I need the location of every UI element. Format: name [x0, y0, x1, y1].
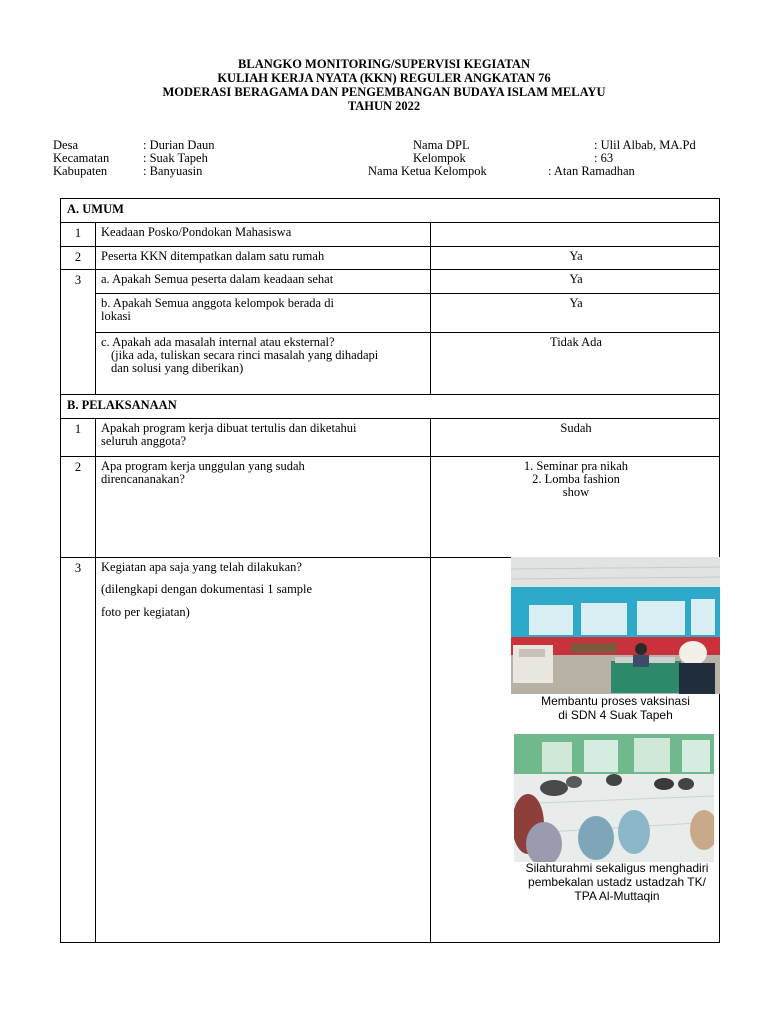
pelaksanaan-row-2-answer-line-1: 1. Seminar pra nikah: [523, 459, 629, 473]
umum-row-3c-answer: Tidak Ada: [550, 335, 602, 349]
kecamatan-value: : Suak Tapeh: [143, 151, 208, 165]
umum-row-3b-answer: Ya: [569, 296, 583, 310]
pelaksanaan-row-3-question-line-2: (dilengkapi dengan dokumentasi 1 sample: [101, 582, 313, 596]
umum-row-2-question: Peserta KKN ditempatkan dalam satu rumah: [101, 249, 325, 263]
desa-label: Desa: [53, 138, 78, 152]
desa-value: : Durian Daun: [143, 138, 215, 152]
umum-row-3-number: 3: [74, 273, 82, 287]
title-line-3: MODERASI BERAGAMA DAN PENGEMBANGAN BUDAYA ISLAM MELAYU: [162, 85, 606, 99]
pelaksanaan-row-2-question-line-1: Apa program kerja unggulan yang sudah: [101, 459, 305, 473]
gathering-photo: [514, 734, 714, 862]
pelaksanaan-row-1-number: 1: [74, 422, 82, 436]
umum-row-3c-question-line-2: (jika ada, tuliskan secara rinci masalah yang dihadapi: [111, 348, 379, 362]
title-line-4: TAHUN 2022: [347, 99, 421, 113]
pelaksanaan-row-1-question-line-1: Apakah program kerja dibuat tertulis dan diketahui: [101, 421, 357, 435]
ketua-label: Nama Ketua Kelompok: [368, 164, 487, 178]
umum-row-2-answer: Ya: [569, 249, 583, 263]
umum-row-3c-question-line-3: dan solusi yang diberikan): [111, 361, 244, 375]
gathering-caption-line-1: Silahturahmi sekaligus menghadiri: [525, 861, 709, 875]
umum-row-2-number: 2: [74, 250, 82, 264]
pelaksanaan-row-3-question-line-3: foto per kegiatan): [101, 605, 190, 619]
umum-row-3c-question-line-1: c. Apakah ada masalah internal atau eksternal?: [101, 335, 335, 349]
kabupaten-value: : Banyuasin: [143, 164, 203, 178]
pelaksanaan-row-2-question-line-2: direncananakan?: [101, 472, 185, 486]
umum-row-1-question: Keadaan Posko/Pondokan Mahasiswa: [101, 225, 292, 239]
pelaksanaan-row-3-question-line-1: Kegiatan apa saja yang telah dilakukan?: [101, 560, 302, 574]
section-pelaksanaan-heading: B. PELAKSANAAN: [67, 398, 177, 412]
pelaksanaan-row-1-answer: Sudah: [560, 421, 592, 435]
vaccination-photo: [511, 557, 720, 694]
dpl-value: : Ulil Albab, MA.Pd: [594, 138, 696, 152]
gathering-caption-line-3: TPA Al-Muttaqin: [574, 889, 660, 903]
dpl-label: Nama DPL: [413, 138, 470, 152]
section-umum-heading: A. UMUM: [67, 202, 124, 216]
umum-row-3a-question: a. Apakah Semua peserta dalam keadaan sehat: [101, 272, 334, 286]
pelaksanaan-row-1-question-line-2: seluruh anggota?: [101, 434, 187, 448]
title-line-2: KULIAH KERJA NYATA (KKN) REGULER ANGKATAN 76: [217, 71, 551, 85]
pelaksanaan-row-2-answer-line-2: 2. Lomba fashion: [532, 472, 620, 486]
vaccination-caption-line-1: Membantu proses vaksinasi: [541, 694, 690, 708]
vaccination-caption-line-2: di SDN 4 Suak Tapeh: [558, 708, 673, 722]
kelompok-value: : 63: [594, 151, 614, 165]
pelaksanaan-row-2-answer-line-3: show: [562, 485, 590, 499]
pelaksanaan-row-3-number: 3: [74, 561, 82, 575]
kecamatan-label: Kecamatan: [53, 151, 110, 165]
umum-row-3a-answer: Ya: [569, 272, 583, 286]
title-line-1: BLANGKO MONITORING/SUPERVISI KEGIATAN: [238, 57, 530, 71]
kabupaten-label: Kabupaten: [53, 164, 108, 178]
pelaksanaan-row-2-number: 2: [74, 460, 82, 474]
umum-row-3b-question-line-1: b. Apakah Semua anggota kelompok berada di: [101, 296, 334, 310]
gathering-caption-line-2: pembekalan ustadz ustadzah TK/: [528, 875, 706, 889]
ketua-value: : Atan Ramadhan: [548, 164, 635, 178]
umum-row-1-number: 1: [74, 226, 82, 240]
kelompok-label: Kelompok: [413, 151, 466, 165]
umum-row-3b-question-line-2: lokasi: [101, 309, 131, 323]
